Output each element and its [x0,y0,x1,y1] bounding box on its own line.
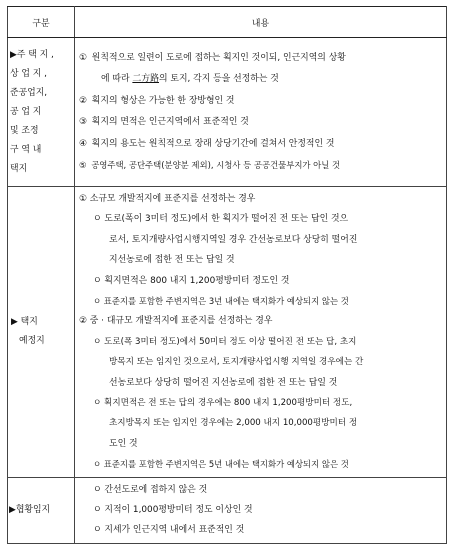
list-item [79,112,443,134]
item-text: 에 따라 [101,74,133,84]
list-item-continuation: 지선농로에 접한 전 또는 답일 것 [109,255,235,266]
list-item: ㅇ 도로(폭 3미터 정도)에서 50미터 정도 이상 떨어진 전 또는 답, 초지 [93,336,357,347]
list-item [79,48,443,70]
content-forest [75,477,447,543]
list-item: ㅇ 표준지를 포함한 주변지역은 3년 내에는 택지화가 예상되지 않는 것 [93,296,349,307]
list-item: ㅇ 획지면적은 전 또는 답의 경우에는 800 내지 1,200평방미터 정도, [93,398,353,409]
category-line: 택지 [10,163,28,174]
category-line: 구 역 내 [10,144,42,155]
item-number: ④ [79,138,87,149]
item-text: 획지의 용도는 원칙적으로 장래 상당기간에 걸쳐서 안정적인 것 [91,138,335,149]
list-item-continuation: 초지방목지 또는 임지인 경우에는 2,000 내지 10,000평방미터 정 [109,418,358,429]
list-item: ① 소규모 개발적지에 표준지를 선정하는 경우 [79,194,256,204]
category-line: 및 조정 [10,125,39,136]
list-item [79,91,443,113]
item-number: ⑤ [79,160,87,170]
header-content: 내용 [75,7,447,38]
item-number: ② [79,95,87,106]
table-row-residential [8,38,447,187]
category-line: 공 업 지 [10,106,42,117]
category-line: ▶주 택 지 , [10,49,54,60]
document [7,6,446,539]
category-planned [8,187,75,478]
list-item: ② 중 · 대규모 개발적지에 표준지를 선정하는 경우 [79,316,273,327]
list-item-continuation: 방목지 또는 임지인 것으로서, 토지개량사업시행 지역일 경우에는 간 [109,357,364,368]
category-line: 예정지 [19,335,45,346]
content-planned [75,187,447,478]
category-forest: ▶협황임지 [8,477,75,543]
category-line: 준공업지, [10,87,48,98]
item-number: ① [79,52,87,63]
list-item: ㅇ 간선도로에 접하지 않은 것 [93,485,208,496]
list-item [79,155,443,177]
item-text: 의 토지, 각지 등을 선정하는 것 [159,74,279,84]
list-item-continuation: 선농로보다 상당히 떨어진 지선농로에 접한 전 또는 답일 것 [109,377,338,388]
category-line: ▶ 택지 [11,316,38,327]
table-row-planned [8,187,447,478]
item-text: 획지의 형상은 가능한 한 장방형인 것 [91,95,235,106]
category-line: 상 업 지 , [10,68,48,79]
item-text: 획지의 면적은 인근지역에서 표준적인 것 [91,117,249,127]
content-residential [75,38,447,187]
criteria-table [7,6,447,544]
list-item-continuation [79,69,443,91]
list-item: ㅇ 지적이 1,000평방미터 정도 이상인 것 [93,505,253,516]
list-item-continuation: 로서, 토지개량사업시행지역일 경우 간선농로보다 상당히 떨어진 [109,234,358,245]
header-category: 구분 [8,7,75,38]
item-number: ③ [79,117,87,127]
list-item: ㅇ 획지면적은 800 내지 1,200평방미터 정도인 것 [93,275,290,286]
category-residential [8,38,75,187]
list-item: ㅇ 지세가 인근지역 내에서 표준적인 것 [93,525,245,536]
list-item: ㅇ 도로(폭이 3미터 정도)에서 한 획지가 떨어진 전 또는 답인 것으 [93,214,349,225]
list-item [79,134,443,156]
item-text-underlined: 二方路 [132,74,159,84]
item-text: 원칙적으로 일련이 도로에 접하는 획지인 것이되, 인근지역의 상황 [91,52,346,63]
list-item-continuation: 도인 것 [109,438,138,449]
table-header-row [8,7,447,38]
table-row-forest [8,477,447,543]
item-text: 공영주택, 공단주택(분양분 제외), 시청사 등 공공건물부지가 아닐 것 [91,160,341,170]
list-item: ㅇ 표준지를 포함한 주변지역은 5년 내에는 택지화가 예상되지 않은 것 [93,459,349,470]
